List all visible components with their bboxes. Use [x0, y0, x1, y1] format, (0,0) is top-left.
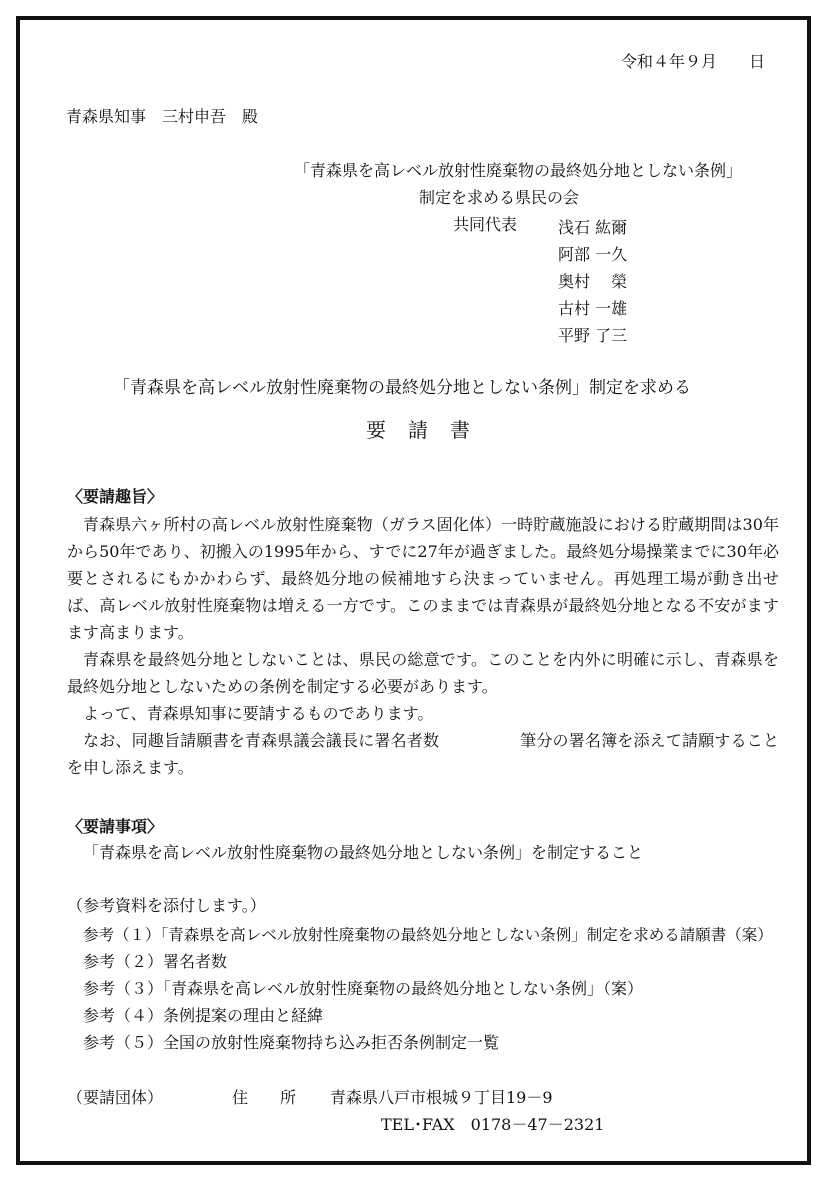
contact-label: （要請団体）: [67, 1088, 164, 1107]
address-label: 住 所: [232, 1088, 297, 1107]
reference-item: 参考（１）「青森県を高レベル放射性廃棄物の最終処分地としない条例」制定を求める請願書（案）: [83, 926, 773, 944]
sender-org-line2: 制定を求める県民の会: [419, 188, 580, 207]
purpose-paragraph: 青森県六ヶ所村の高レベル放射性廃棄物（ガラス固化体）一時貯蔵施設における貯蔵期間は30年から50年であり、初搬入の1995年から、すでに27年が過ぎました。最終処分場操業までに30年必要とされるにもかかわらず、最終処分地の候補地すら決まっていません。再処理工場が動き出せば、高レベル放射性廃棄物は増える一方です。このままでは青森県が最終処分地となる不安がますます高まります。: [67, 515, 779, 642]
purpose-heading: 〈要請趣旨〉: [67, 487, 164, 506]
request-item: 「青森県を高レベル放射性廃棄物の最終処分地としない条例」を制定すること: [83, 843, 644, 862]
purpose-paragraph: 青森県を最終処分地としないことは、県民の総意です。このことを内外に明確に示し、青森県を最終処分地としないための条例を制定する必要があります。: [67, 650, 779, 696]
addressee: 青森県知事 三村申吾 殿: [66, 107, 259, 126]
reference-item: 参考（２）署名者数: [83, 952, 228, 971]
address: 青森県八戸市根城９丁目19－9: [330, 1088, 553, 1107]
sender-org-line1: 「青森県を高レベル放射性廃棄物の最終処分地としない条例」: [294, 161, 743, 180]
document-title: 要請書: [366, 418, 492, 442]
request-heading: 〈要請事項〉: [67, 817, 164, 836]
reference-item: 参考（５）全国の放射性廃棄物持ち込み拒否条例制定一覧: [83, 1033, 500, 1052]
reference-item: 参考（３）「青森県を高レベル放射性廃棄物の最終処分地としない条例」（案）: [83, 979, 644, 998]
representative: 浅石 紘爾: [558, 218, 628, 237]
references-intro: （参考資料を添付します。）: [67, 896, 266, 915]
representative: 平野 了三: [558, 326, 628, 345]
rep-label: 共同代表: [453, 215, 518, 234]
purpose-paragraph: なお、同趣旨請願書を青森県議会議長に署名者数 筆分の署名簿を添えて請願することを申し添えます。: [67, 731, 779, 777]
date: 令和４年９月 日: [621, 52, 766, 71]
representative: 阿部 一久: [558, 245, 628, 264]
representative: 奥村 榮: [558, 272, 628, 291]
representative: 古村 一雄: [558, 299, 628, 318]
document-subtitle: 「青森県を高レベル放射性廃棄物の最終処分地としない条例」制定を求める: [113, 378, 691, 398]
tel-fax: TEL･FAX 0178－47－2321: [381, 1115, 605, 1134]
reference-item: 参考（４）条例提案の理由と経緯: [83, 1006, 324, 1025]
purpose-paragraph: よって、青森県知事に要請するものであります。: [83, 704, 434, 723]
